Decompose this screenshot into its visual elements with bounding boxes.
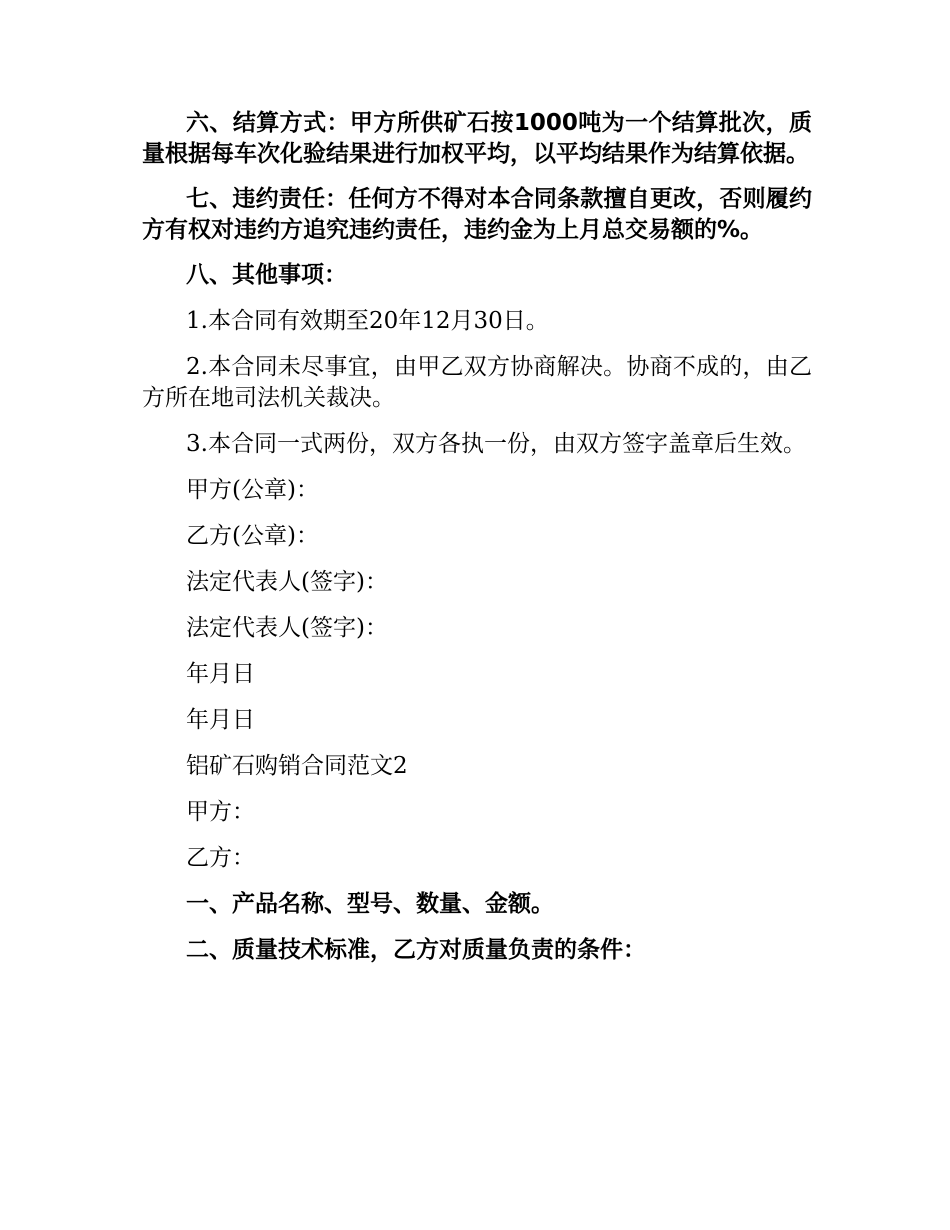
document-page (142, 108, 812, 981)
second-contract-section-2: 二、质量技术标准，乙方对质量负责的条件： (186, 937, 646, 963)
signature-party-a-seal: 甲方(公章)： (186, 477, 319, 503)
signature-party-b-seal: 乙方(公章)： (186, 523, 319, 549)
clause-item-3: 3.本合同一式两份，双方各执一份，由双方签字盖章后生效。 (186, 431, 806, 457)
second-contract-section-1: 一、产品名称、型号、数量、金额。 (186, 891, 554, 917)
signature-date-a: 年月日 (186, 661, 255, 687)
signature-legal-rep-a: 法定代表人(签字)： (186, 569, 388, 595)
clause-settlement: 六、结算方式：甲方所供矿石按1000吨为一个结算批次，质量根据每车次化验结果进行加权平均，以平均结果作为结算依据。 (142, 110, 812, 167)
signature-date-b: 年月日 (186, 707, 255, 733)
clause-item-1: 1.本合同有效期至20年12月30日。 (186, 308, 549, 334)
second-contract-title: 铝矿石购销合同范文2 (186, 753, 408, 779)
clause-breach: 七、违约责任：任何方不得对本合同条款擅自更改，否则履约方有权对违约方追究违约责任，违约金为上月总交易额的%。 (142, 186, 812, 243)
signature-legal-rep-b: 法定代表人(签字)： (186, 615, 388, 641)
clause-other-heading: 八、其他事项： (186, 262, 347, 288)
clause-item-2: 2.本合同未尽事宜，由甲乙双方协商解决。协商不成的，由乙方所在地司法机关裁决。 (142, 354, 812, 411)
second-contract-party-b: 乙方： (186, 845, 255, 871)
second-contract-party-a: 甲方： (186, 799, 255, 825)
